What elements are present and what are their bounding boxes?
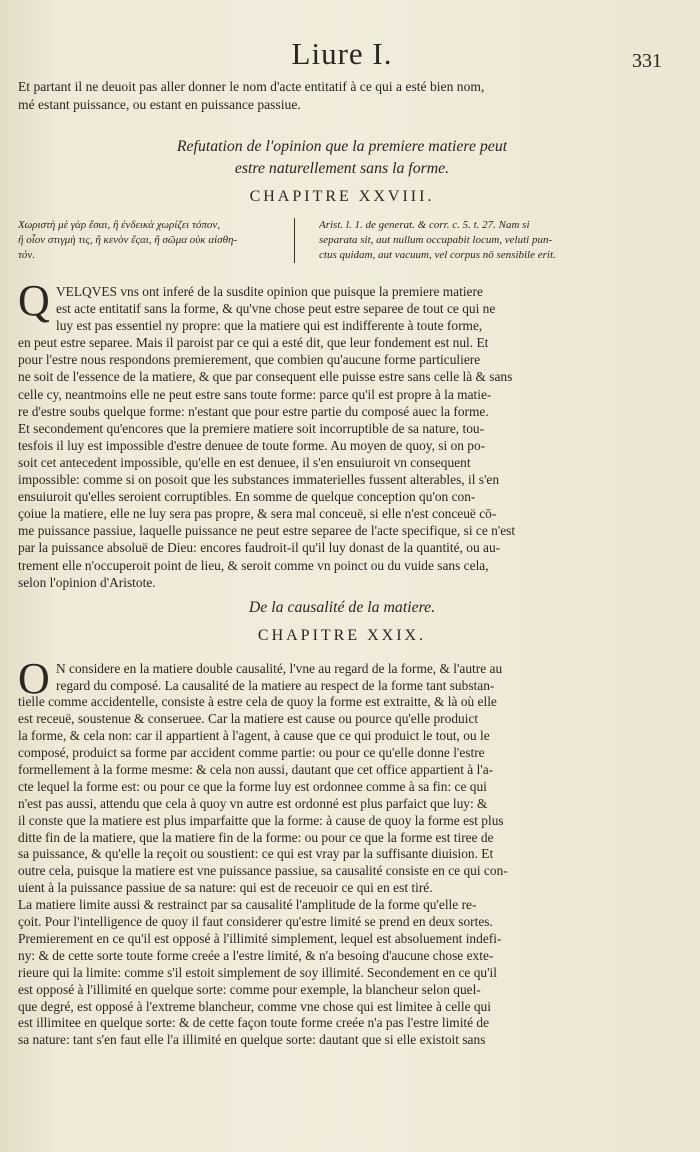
intro-text xyxy=(18,78,666,114)
text-line: ditte fin de la matiere, que la matiere fin de la forme: ou pour ce que la forme est tiree de xyxy=(18,829,494,845)
chapter-heading: CHAPITRE XXIX. xyxy=(257,626,427,644)
text-line: uient à la puissance passiue de sa nature: qui est de receuoir ce qui en est tiré. xyxy=(18,880,433,896)
drop-cap: Q xyxy=(18,276,50,325)
intro-line: Et partant il ne deuoit pas aller donner le nom d'acte entitatif à ce qui a esté bien nom, xyxy=(18,79,485,94)
chapter-heading: CHAPITRE XXVIII. xyxy=(249,188,435,205)
text-line: regard du composé. La causalité de la matiere au respect de la forme tant substan- xyxy=(56,677,495,693)
text-line: que degré, est opposé à l'extreme blancheur, comme vne chose qui est limitee à celle qui xyxy=(18,998,491,1014)
text-line: N considere en la matiere double causalité, l'vne au regard de la forme, & l'autre au xyxy=(56,660,503,676)
latin-line: ctus quidam, aut vacuum, vel corpus nō sensibile erit. xyxy=(319,249,556,261)
text-line: selon l'opinion d'Aristote. xyxy=(18,574,156,590)
greek-line: Χωριστὴ μὲ γὰρ ἔσαι, ἢ ἐνδεικὰ χωρίζει τόπον, xyxy=(18,219,221,231)
text-line: est receuë, soustenue & conseruee. Car la matiere est cause ou pource qu'elle produict xyxy=(18,711,479,727)
text-line: rieure qui la limite: comme s'il estoit simplement de soy illimité. Secondement en ce qu'il xyxy=(18,964,497,980)
drop-cap: O xyxy=(18,653,50,703)
text-line: me puissance passiue, laquelle puissance ne peut estre separee de l'acte specifique, si ce n'est xyxy=(18,523,516,539)
latin-quote xyxy=(295,218,666,263)
text-line: en peut estre separee. Mais il paroist par ce qui a esté dit, que leur fondement est nul. Et xyxy=(18,335,489,351)
text-line: est illimitee en quelque sorte: & de cette façon toute forme creée n'a pas l'estre limité de xyxy=(18,1015,490,1031)
text-line: sa nature: tant s'en faut elle l'a illimité en quelque sorte: dautant que si elle existoit sans xyxy=(18,1032,486,1048)
greek-line: ἢ οἷον στιγμὴ τις, ἢ κενὸν ἔςαι, ἢ σῶμα οὐκ αἰσθη- xyxy=(18,234,238,246)
greek-line: τόν. xyxy=(18,249,36,261)
section-title-line: estre naturellement sans la forme. xyxy=(234,160,450,177)
text-line: Premierement en ce qu'il est opposé à l'illimité simplement, lequel est absoluement indefi- xyxy=(18,930,502,946)
page-number: 331 xyxy=(632,50,662,72)
text-line: n'est pas aussi, attendu que cela à quoy vn autre est ordonné est plus parfaict que luy: & xyxy=(18,795,488,811)
text-line: re d'estre soubs quelque forme: n'estant que pour estre partie du composé auec la forme. xyxy=(18,403,489,419)
text-line: VELQVES vns ont inferé de la susdite opinion que puisque la premiere matiere xyxy=(56,284,483,299)
running-title: Liure I. xyxy=(291,36,393,71)
greek-quote xyxy=(18,218,295,263)
text-line: cte lequel la forme est: ou pour ce que la forme luy est ordonnee comme à sa fin: ce qui xyxy=(18,778,487,794)
text-line: luy est pas essentiel ny propre: que la matiere qui est indifferente à toute forme, xyxy=(56,318,483,334)
text-line: trement elle n'occuperoit point de lieu, & seroit comme vn poinct ou du vuide sans cela, xyxy=(18,557,489,573)
text-line: la forme, & cela non: car il appartient à l'agent, à cause que ce qui produict le tout, ou le xyxy=(18,728,490,744)
intro-line: mé estant puissance, ou estant en puissance passiue. xyxy=(18,97,301,112)
text-line: composé, produict sa forme par accident comme partie: ou pour ce qu'elle donne l'estre xyxy=(18,745,485,761)
latin-line: Arist. l. 1. de generat. & corr. c. 5. t. 27. Nam si xyxy=(319,219,530,231)
text-line: par la puissance absoluë de Dieu: encores faudroit-il qu'il luy donast de la quantité, ou au- xyxy=(18,540,501,556)
page-header xyxy=(18,26,666,74)
epigraph xyxy=(18,218,666,263)
section-title: De la causalité de la matiere. xyxy=(248,598,436,616)
text-line: est acte entitatif sans la forme, & qu'vne chose peut estre separee de tout ce qui ne xyxy=(56,301,496,317)
body-paragraph xyxy=(18,276,666,591)
text-line: çoiue la matiere, elle ne luy sera pas propre, & sera mal conceuë, si elle n'est conceuë cō- xyxy=(18,506,497,522)
text-line: celle cy, neantmoins elle ne peut estre sans toute forme: parce qu'il est propre à la matie- xyxy=(18,386,492,402)
text-line: ensuiuroit qu'elles seroient corruptibles. En somme de quelque conception qu'on con- xyxy=(18,489,476,505)
text-line: est opposé à l'illimité en quelque sorte: comme pour exemple, la blancheur selon quel- xyxy=(18,981,481,997)
text-line: soit cet antecedent impossible, qu'elle en est denuee, il s'en ensuiuroit vn consequent xyxy=(18,454,471,470)
text-line: La matiere limite aussi & restrainct par sa causalité l'amplitude de la forme qu'elle re- xyxy=(18,897,477,913)
text-line: pour l'estre nous respondons premierement, que combien qu'aucune forme particuliere xyxy=(18,352,481,368)
latin-line: separata sit, aut nullum occupabit locum, veluti pun- xyxy=(319,234,553,246)
text-line: ne soit de l'essence de la matiere, & que par consequent elle puisse estre sans celle là & sans xyxy=(18,369,513,385)
section-title xyxy=(18,136,666,180)
body-paragraph xyxy=(18,653,666,1049)
text-line: sa puissance, & qu'elle la reçoit ou soustient: ce qui est vray par la suffisante diuision. Et xyxy=(18,846,494,862)
text-line: tielle comme accidentelle, consiste à estre cela de quoy la forme est extraitte, & là où elle xyxy=(18,694,497,710)
text-line: impossible: comme si on posoit que les substances immaterielles fussent alterables, il s'en xyxy=(18,472,500,488)
text-line: outre cela, puisque la matiere est vne puissance passiue, sa causalité consiste en ce qui con- xyxy=(18,863,508,879)
text-line: tesfois il luy est impossible d'estre denuee de toute forme. Au moyen de quoy, si on po- xyxy=(18,437,486,453)
text-line: çoit. Pour l'intelligence de quoy il faut considerer qu'estre limité se prend en deux sortes. xyxy=(18,914,493,930)
text-line: il conste que la matiere est plus imparfaitte que la forme: à cause de quoy la forme est plus xyxy=(18,812,504,828)
text-line: Et secondement qu'encores que la premiere matiere soit incorruptible de sa nature, tou- xyxy=(18,420,485,436)
text-line: formellement à la forme mesme: & cela non aussi, dautant que cet office appartient à l'a- xyxy=(18,762,494,778)
text-line: ny: & de cette sorte toute forme creée a l'estre limité, & n'a besoing d'aucune chose exte- xyxy=(18,947,494,963)
section-title-line: Refutation de l'opinion que la premiere matiere peut xyxy=(176,138,508,155)
